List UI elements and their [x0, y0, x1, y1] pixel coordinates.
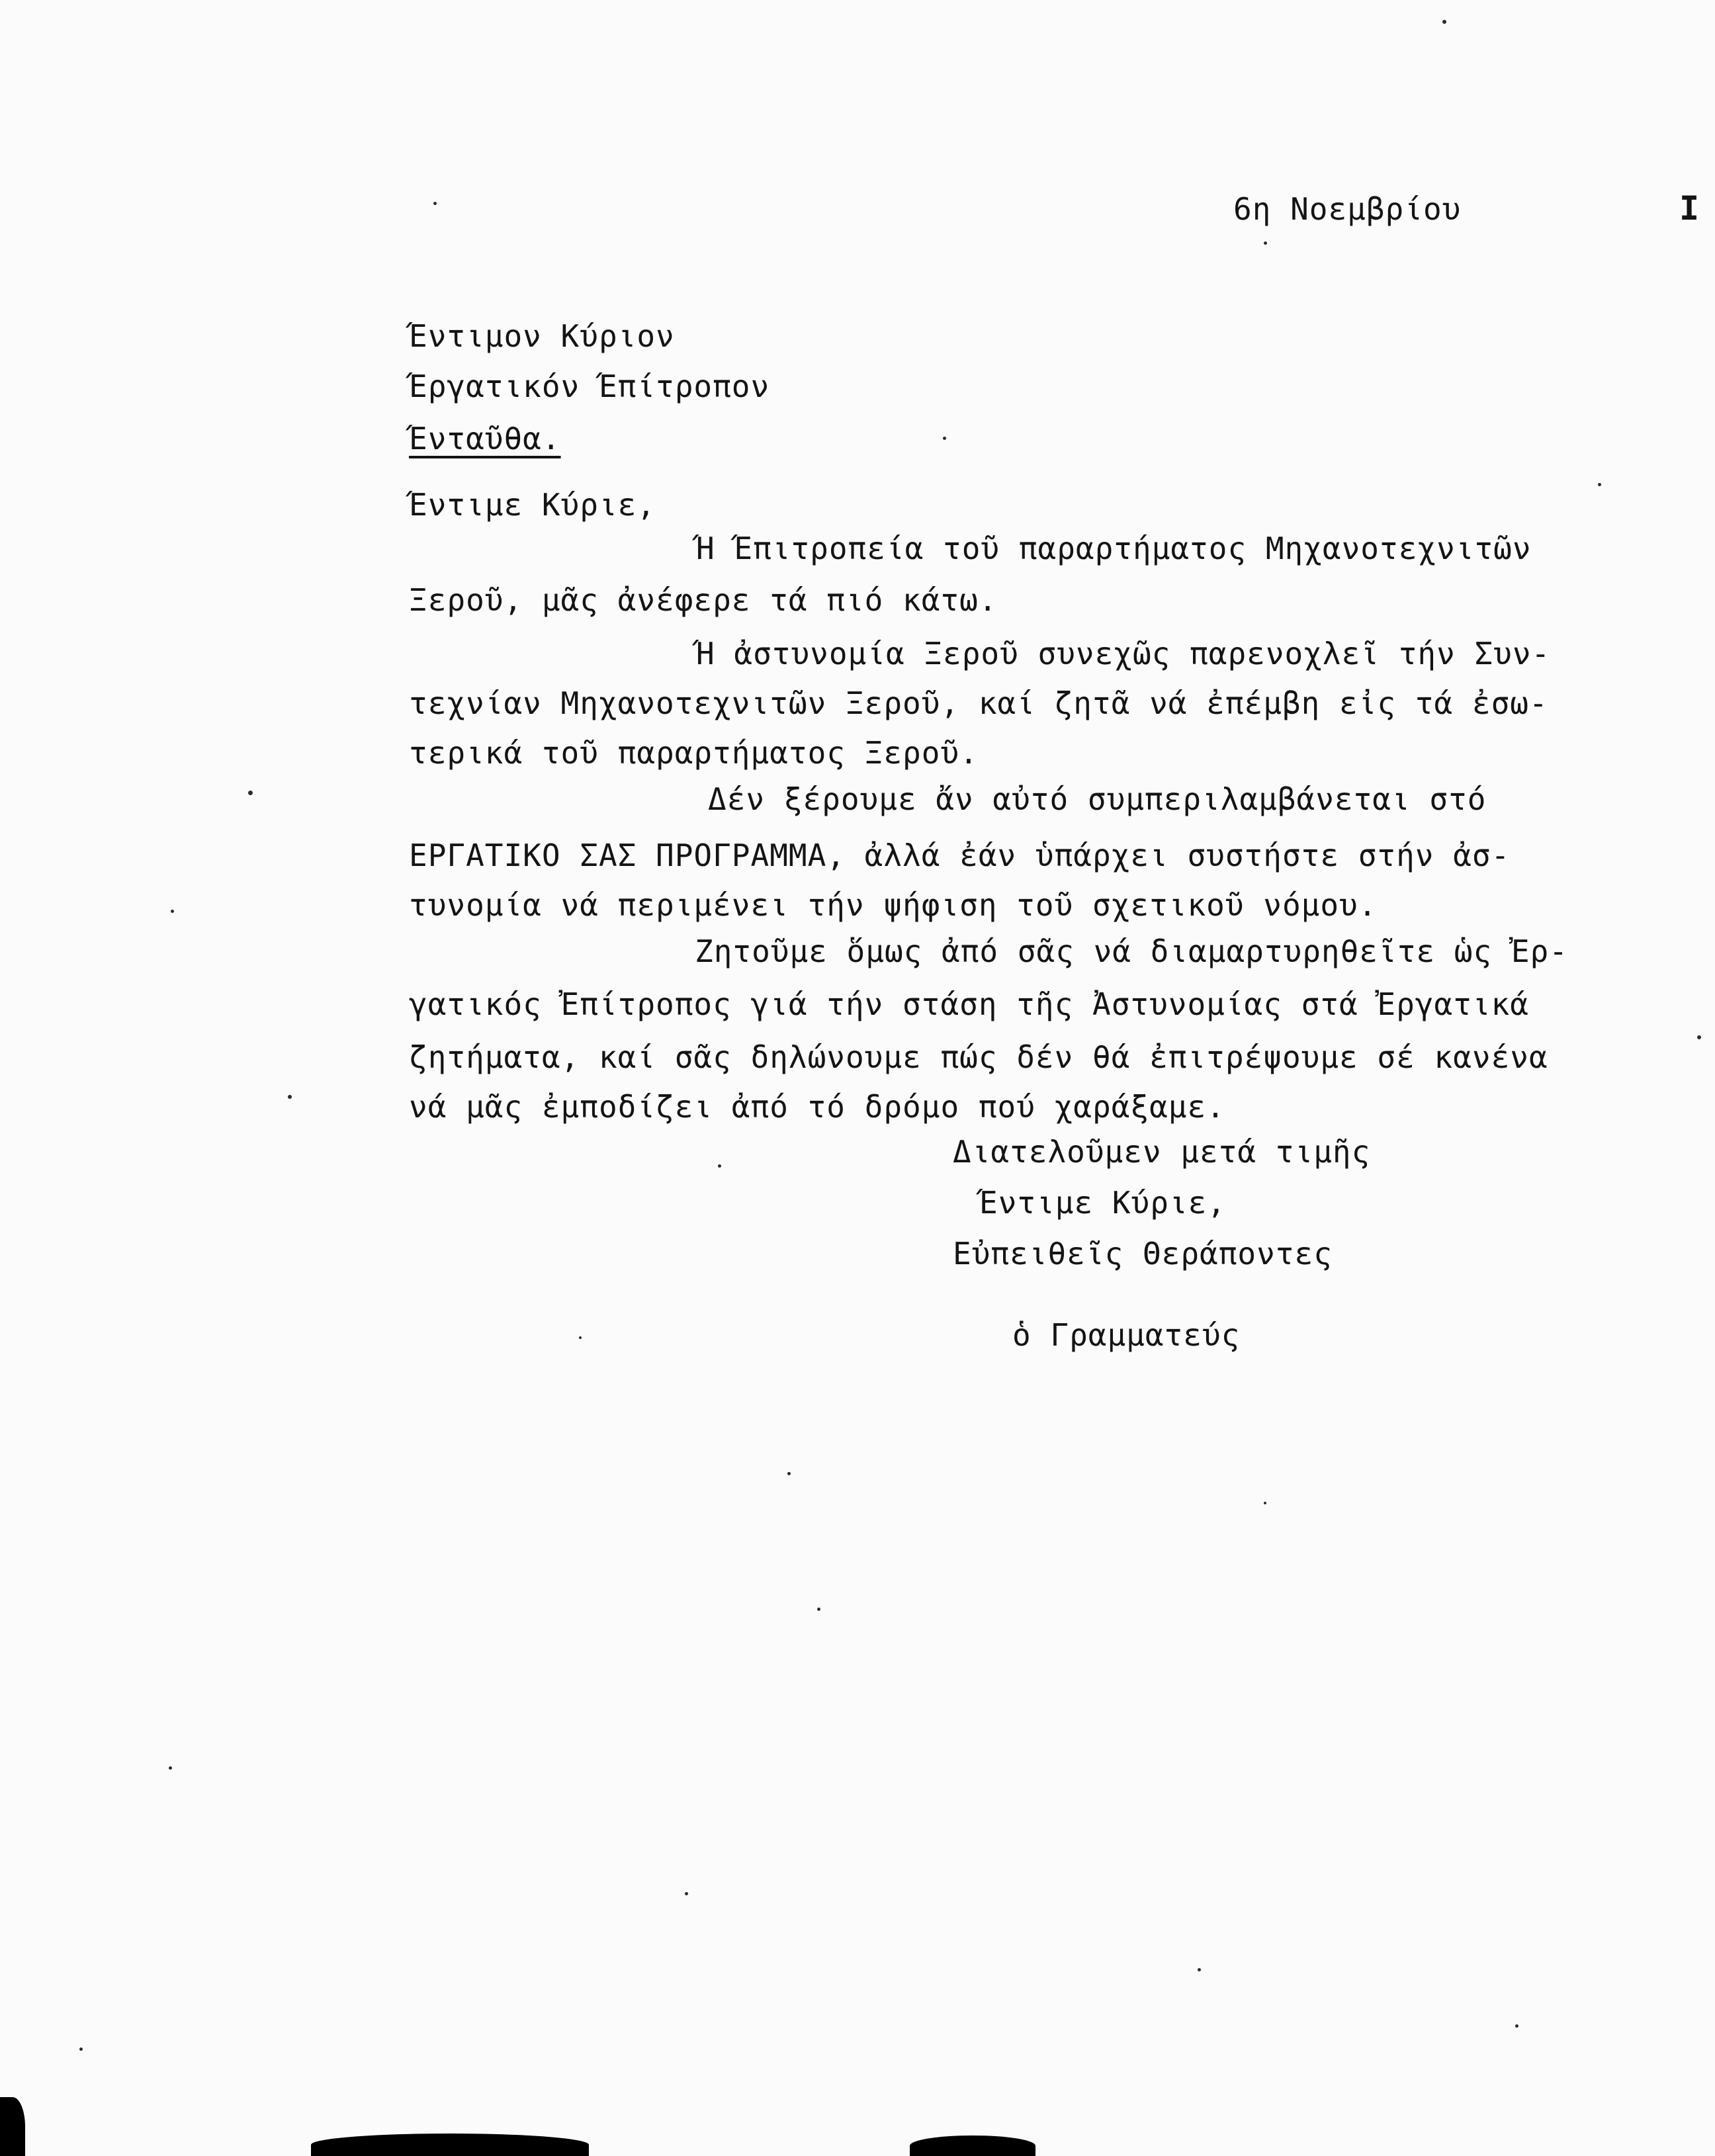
scan-speck: [79, 2048, 83, 2051]
scan-blot: [311, 2134, 589, 2156]
body-line: τυνομία νά περιμένει τήν ψήφιση τοῦ σχετικοῦ νόμου.: [409, 887, 1378, 923]
body-line: Δέν ξέρουμε ἄν αὐτό συμπεριλαμβάνεται στό: [708, 781, 1487, 817]
body-line: Ή Έπιτροπεία τοῦ παραρτήματος Μηχανοτεχνιτῶν: [696, 531, 1532, 566]
body-line: τεχνίαν Μηχανοτεχνιτῶν Ξεροῦ, καί ζητᾶ νά ἐπέμβη εἰς τά ἐσω-: [409, 685, 1548, 721]
closing-line-2: Έντιμε Κύριε,: [979, 1185, 1227, 1221]
body-line: ζητήματα, καί σᾶς δηλώνουμε πώς δέν θά ἐπιτρέψουμε σέ κανένα: [409, 1039, 1548, 1075]
scan-speck: [685, 1892, 688, 1895]
scan-speck: [718, 1164, 721, 1168]
scan-blot: [0, 2097, 25, 2156]
body-line: Ζητοῦμε ὅμως ἀπό σᾶς νά διαμαρτυρηθεῖτε ὡς Ἐρ-: [695, 933, 1568, 969]
scan-speck: [288, 1095, 292, 1099]
scan-speck: [1198, 1968, 1201, 1971]
recipient-line-1: Έντιμον Κύριον: [409, 318, 675, 354]
body-line: Ξεροῦ, μᾶς ἀνέφερε τά πιό κάτω.: [409, 582, 998, 618]
body-line: νά μᾶς ἐμποδίζει ἀπό τό δρόμο πού χαράξαμε.: [409, 1089, 1225, 1125]
scan-speck: [1598, 483, 1601, 486]
body-line: γατικός Ἐπίτροπος γιά τήν στάση τῆς Ἀστυνομίας στά Ἐργατικά: [409, 986, 1529, 1022]
body-line: ΕΡΓΑΤΙΚΟ ΣΑΣ ΠΡΟΓΡΑΜΜΑ, ἀλλά ἐάν ὑπάρχει συστήστε στήν ἀσ-: [409, 838, 1511, 873]
recipient-line-2: Έργατικόν Έπίτροπον: [409, 368, 770, 404]
signature-title: ὁ Γραμματεύς: [1012, 1317, 1241, 1353]
scan-speck: [248, 791, 253, 795]
scan-speck: [1697, 1035, 1701, 1039]
scan-speck: [169, 1766, 172, 1770]
scan-speck: [1515, 2024, 1518, 2028]
scan-speck: [433, 202, 437, 205]
scan-speck: [1264, 241, 1267, 245]
body-line: τερικά τοῦ παραρτήματος Ξεροῦ.: [409, 735, 979, 771]
scan-blot: [910, 2135, 1035, 2156]
body-line: Ή ἀστυνομία Ξεροῦ συνεχῶς παρενοχλεῖ τήν Συν-: [696, 636, 1551, 671]
salutation: Έντιμε Κύριε,: [409, 487, 656, 523]
closing-line-1: Διατελοῦμεν μετά τιμῆς: [953, 1134, 1371, 1170]
letter-date: 6η Νοεμβρίου: [1233, 191, 1462, 227]
scan-speck: [579, 1336, 582, 1339]
scan-speck: [787, 1472, 791, 1475]
scan-speck: [1264, 1502, 1266, 1504]
recipient-line-3: Ένταῦθα.: [409, 421, 561, 456]
scan-speck: [171, 910, 174, 913]
scan-speck: [1442, 20, 1446, 24]
closing-line-3: Εὐπειθεῖς Θεράποντες: [953, 1236, 1333, 1272]
page-number: I: [1679, 189, 1700, 228]
scan-speck: [943, 437, 946, 440]
scan-speck: [817, 1608, 820, 1611]
